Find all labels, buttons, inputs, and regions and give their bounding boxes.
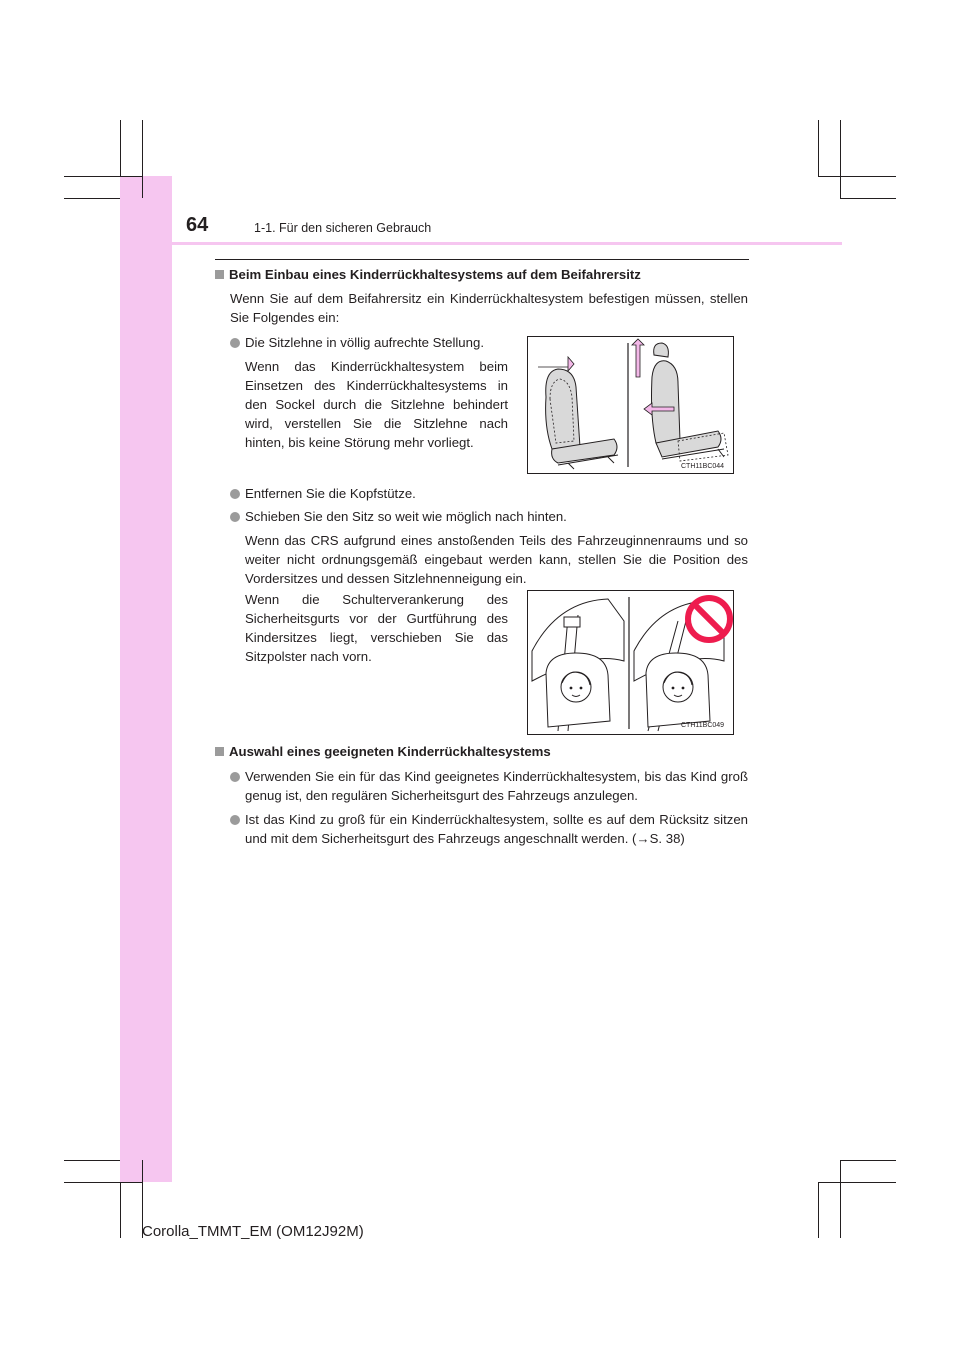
- section1-intro: Wenn Sie auf dem Beifahrersitz ein Kinderrückhaltesystem befestigen müssen, stellen Sie Folgendes ein:: [230, 291, 748, 325]
- section2-bullet1: Verwenden Sie ein für das Kind geeignetes Kinderrückhaltesystem, bis das Kind groß genug ist, den regulären Sicherheitsgurt des Fahrzeugs anzulegen.: [245, 769, 748, 803]
- crop-mark: [818, 176, 896, 177]
- bullet1-title: Die Sitzlehne in völlig aufrechte Stellung.: [245, 335, 484, 350]
- figure2-code: CTH11BC049: [681, 722, 725, 729]
- figure1-code: CTH11BC044: [681, 463, 725, 470]
- crop-mark: [840, 120, 841, 198]
- side-color-strip: [120, 176, 172, 1182]
- bullet-dot-icon: [230, 512, 240, 522]
- bullet-dot-icon: [230, 815, 240, 825]
- arrow-icon: [632, 339, 644, 377]
- bullet2-text: Entfernen Sie die Kopfstütze.: [245, 486, 416, 501]
- seat-adjust-figure: [527, 336, 734, 474]
- crop-mark: [818, 120, 819, 176]
- crop-mark: [120, 120, 121, 176]
- bullet3-body: Wenn das CRS aufgrund eines anstoßenden Teils des Fahrzeuginnenraums und so weiter nicht ordnungsgemäß eingebaut werden kann, stellen Sie die Position des Vordersitzes und dessen Sitzlehnenneigung ein.: [245, 533, 748, 586]
- bullet3-title: Schieben Sie den Sitz so weit wie möglich nach hinten.: [245, 509, 567, 524]
- section2-heading: [215, 744, 551, 759]
- prohibition-icon: [688, 598, 730, 640]
- section-title: 1-1. Für den sicheren Gebrauch: [254, 221, 432, 235]
- bullet-dot-icon: [230, 489, 240, 499]
- crop-mark: [64, 1160, 120, 1161]
- bullet-dot-icon: [230, 338, 240, 348]
- crop-mark: [818, 1182, 896, 1183]
- section1-heading-text: Beim Einbau eines Kinderrückhaltesystems auf dem Beifahrersitz: [229, 267, 641, 282]
- crop-mark: [120, 1182, 121, 1238]
- seat-illustration: [528, 337, 733, 473]
- crop-mark: [64, 1182, 142, 1183]
- square-bullet-icon: [215, 747, 224, 756]
- section1-heading: [215, 267, 641, 282]
- crop-mark: [840, 1160, 896, 1161]
- arrow-icon: [538, 357, 574, 371]
- bullet-dot-icon: [230, 772, 240, 782]
- header-color-rule: [120, 242, 842, 245]
- crop-mark: [818, 1182, 819, 1238]
- crop-mark: [840, 1160, 841, 1238]
- crop-mark: [64, 198, 120, 199]
- bullet3-body2: Wenn die Schulterverankerung des Sicherheitsgurts vor der Gurtführung des Kindersitzes liegt, verschieben Sie das Sitzpolster nach vorn.: [245, 592, 508, 664]
- crop-mark: [64, 176, 142, 177]
- section2-bullet2: Ist das Kind zu groß für ein Kinderrückhaltesystem, sollte es auf dem Rücksitz sitzen und mit dem Sicherheitsgurt des Fahrzeugs angeschnallt werden. (→S. 38): [245, 812, 748, 846]
- crop-mark: [840, 198, 896, 199]
- child-seat-illustration: [528, 591, 733, 734]
- footer-document-id: Corolla_TMMT_EM (OM12J92M): [142, 1223, 364, 1240]
- seatbelt-figure: [527, 590, 734, 735]
- page-number: 64: [186, 214, 209, 236]
- section2-heading-text: Auswahl eines geeigneten Kinderrückhaltesystems: [229, 744, 551, 759]
- header-divider: [215, 259, 749, 260]
- bullet1-body: Wenn das Kinderrückhaltesystem beim Einsetzen des Kinderrückhaltesystems in den Sockel durch die Sitzlehne behindert wird, verstellen Sie die Sitzlehne nach hinten, bis keine Störung mehr vorliegt.: [245, 359, 508, 450]
- square-bullet-icon: [215, 270, 224, 279]
- crop-mark: [142, 120, 143, 198]
